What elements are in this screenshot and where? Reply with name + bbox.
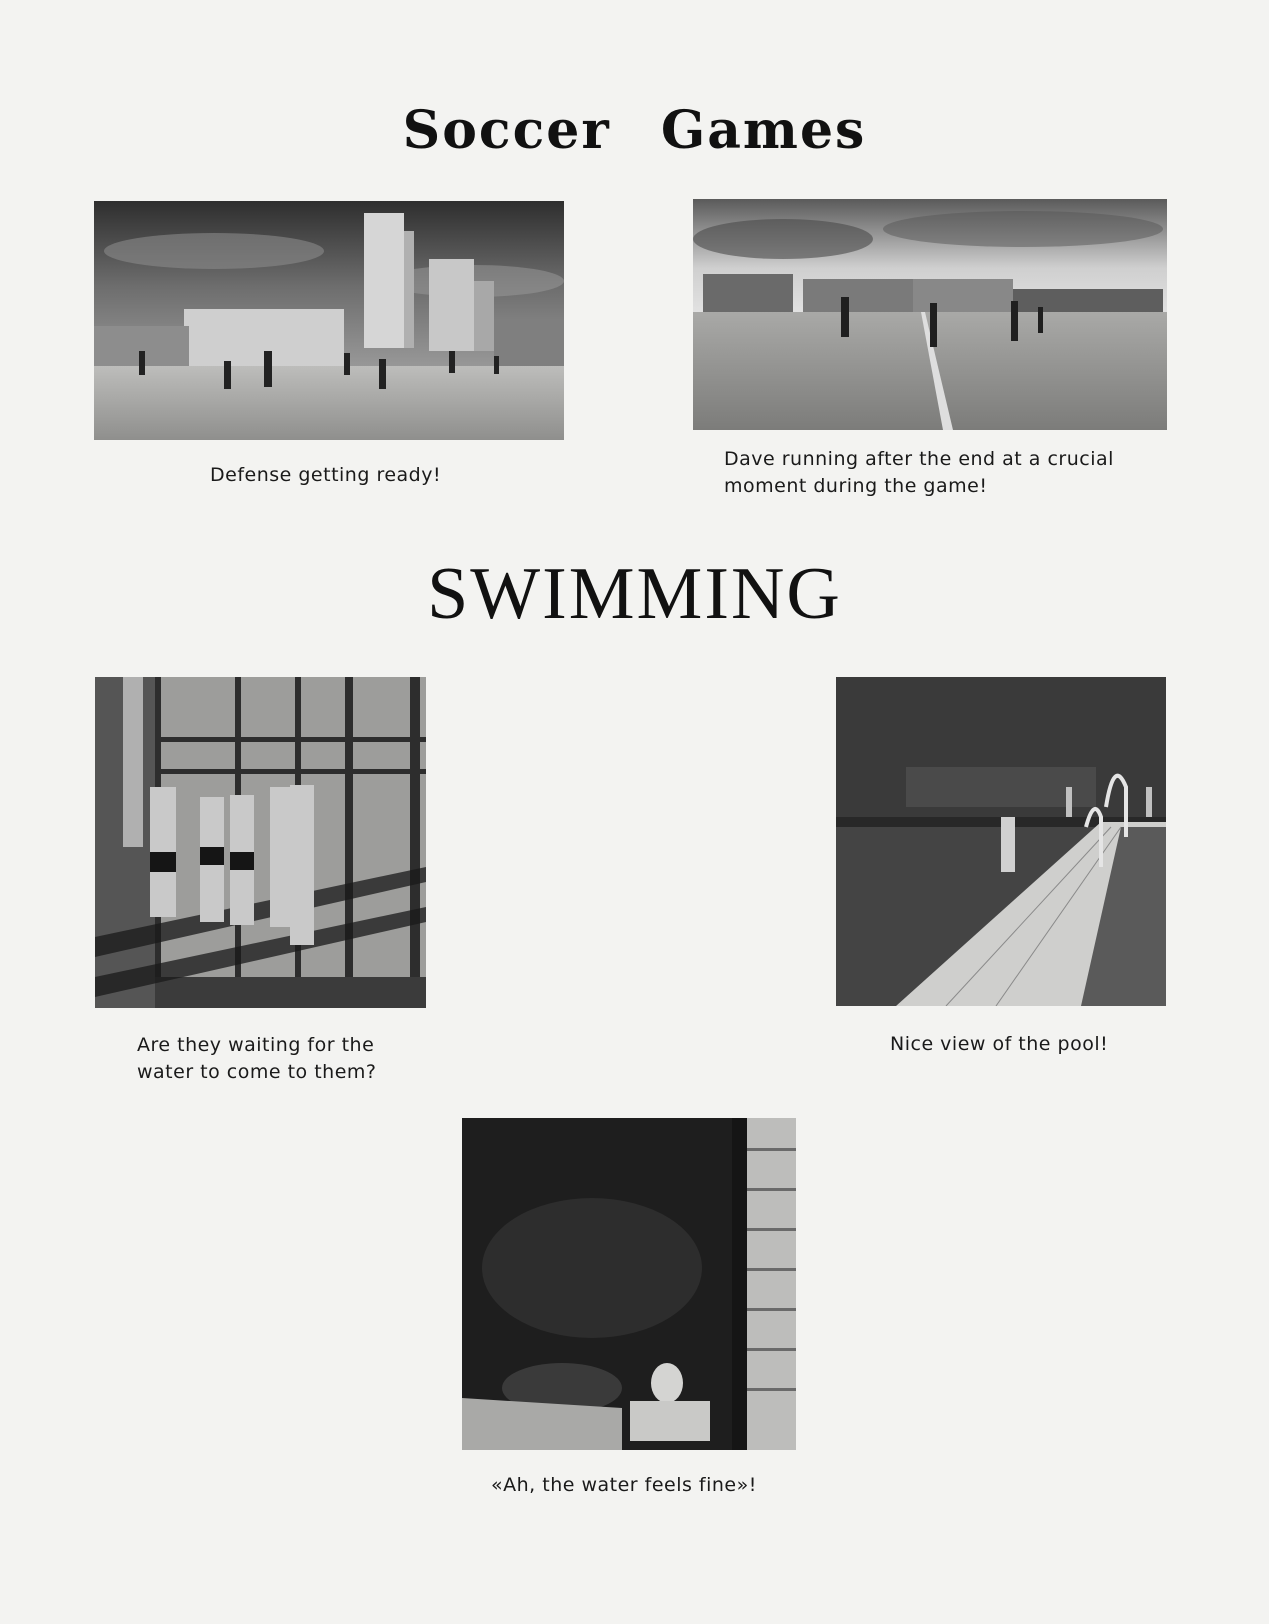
caption-waiting-line1: Are they waiting for the	[137, 1034, 375, 1056]
caption-dave-line2: moment during the game!	[724, 475, 988, 497]
caption-defense: Defense getting ready!	[210, 464, 442, 486]
caption-waiting-line2: water to come to them?	[137, 1061, 377, 1083]
caption-water: «Ah, the water feels fine»!	[491, 1474, 757, 1496]
caption-dave-line1: Dave running after the end at a crucial	[724, 448, 1114, 470]
pool-view-photo	[836, 677, 1166, 1006]
swimmer-water-photo	[462, 1118, 796, 1450]
soccer-dave-photo	[693, 199, 1167, 430]
caption-dave	[724, 446, 1114, 500]
swimmers-window-photo	[95, 677, 426, 1008]
caption-pool: Nice view of the pool!	[890, 1033, 1109, 1055]
soccer-defense-photo	[94, 201, 564, 440]
soccer-games-heading: Soccer Games	[402, 100, 867, 161]
caption-waiting	[137, 1032, 376, 1086]
swimming-heading: SWIMMING	[427, 553, 842, 635]
